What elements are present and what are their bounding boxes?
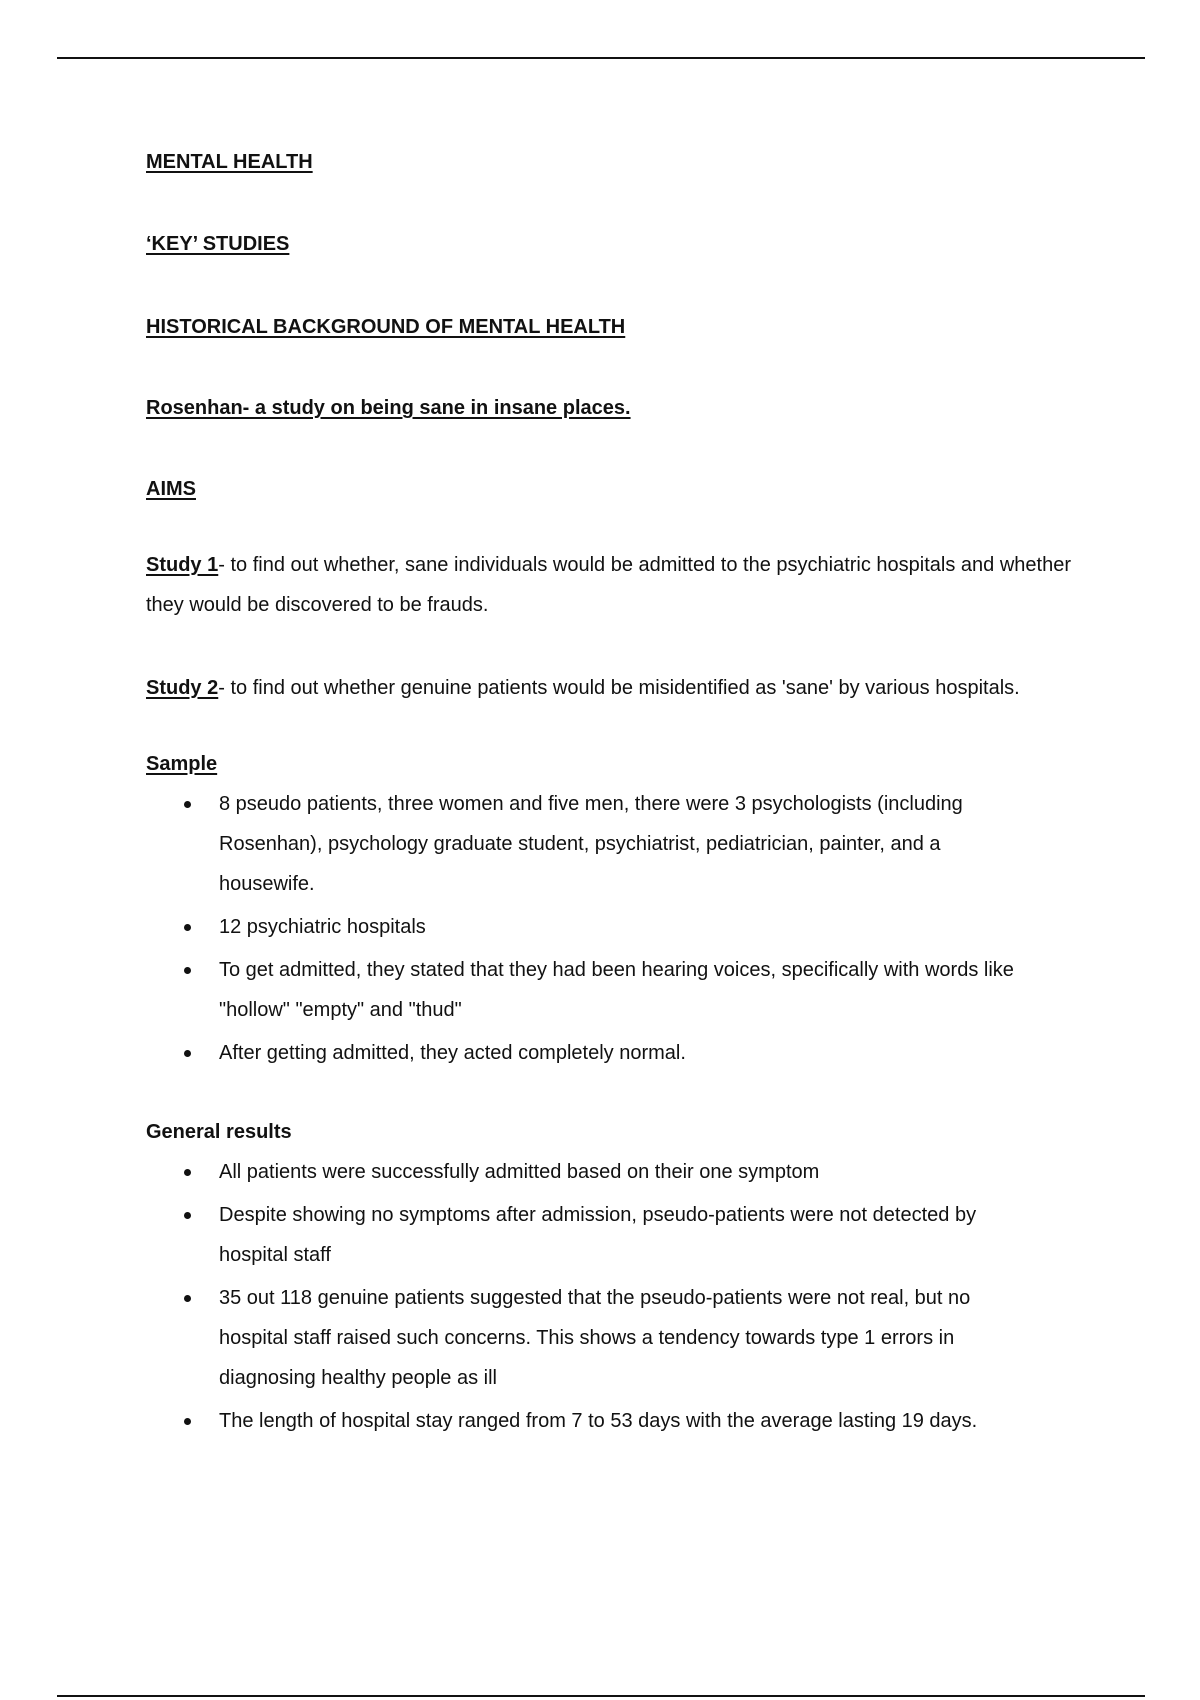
heading-sample: Sample: [146, 753, 218, 775]
heading-rosenhan-study: Rosenhan- a study on being sane in insane places.: [146, 397, 631, 419]
list-item-text: 8 pseudo patients, three women and five men, there were 3 psychologists (including Rosenhan), psychology graduate student, psychiatrist, pediatrician, painter, and a housewife.: [219, 793, 963, 895]
list-item-text: Despite showing no symptoms after admission, pseudo-patients were not detected by hospital staff: [219, 1204, 977, 1266]
list-item: [146, 907, 1096, 947]
bullet-icon: [184, 801, 191, 808]
heading-key-studies: ‘KEY’ STUDIES: [146, 233, 290, 255]
heading-general-results: General results: [146, 1121, 292, 1143]
list-item: [146, 1033, 1096, 1073]
study-1-label: Study 1: [146, 554, 219, 576]
heading-historical-background: HISTORICAL BACKGROUND OF MENTAL HEALTH: [146, 316, 626, 338]
general-results-list: [146, 1152, 1096, 1441]
list-item: [146, 950, 1096, 1030]
study-2-text: - to find out whether genuine patients would be misidentified as 'sane' by various hospitals.: [218, 677, 1020, 699]
bullet-icon: [184, 1050, 191, 1057]
list-item: [146, 1195, 1096, 1275]
bottom-rule: [57, 1695, 1145, 1697]
bullet-icon: [184, 924, 191, 931]
list-item-text: The length of hospital stay ranged from 7 to 53 days with the average lasting 19 days.: [219, 1410, 978, 1432]
list-item: [146, 1152, 1096, 1192]
study-1-text: - to find out whether, sane individuals would be admitted to the psychiatric hospitals and whether they would be discovered to be frauds.: [146, 554, 1071, 616]
list-item-text: 35 out 118 genuine patients suggested that the pseudo-patients were not real, but no hospital staff raised such concerns. This shows a tendency towards type 1 errors in diagnosing healthy people as ill: [219, 1287, 971, 1389]
bullet-icon: [184, 1418, 191, 1425]
list-item-text: To get admitted, they stated that they had been hearing voices, specifically with words like "hollow" "empty" and "thud": [219, 959, 1014, 1021]
bullet-icon: [184, 1212, 191, 1219]
list-item: [146, 1278, 1096, 1398]
study-1-paragraph: [146, 545, 1096, 625]
study-2-paragraph: [146, 668, 1096, 708]
bullet-icon: [184, 1169, 191, 1176]
list-item-text: 12 psychiatric hospitals: [219, 916, 426, 938]
list-item: [146, 784, 1096, 904]
study-2-label: Study 2: [146, 677, 219, 699]
top-rule: [57, 57, 1145, 59]
bullet-icon: [184, 967, 191, 974]
list-item: [146, 1401, 1096, 1441]
bullet-icon: [184, 1295, 191, 1302]
document-body: [146, 148, 1096, 1444]
title-mental-health: MENTAL HEALTH: [146, 151, 313, 173]
list-item-text: All patients were successfully admitted based on their one symptom: [219, 1161, 820, 1183]
list-item-text: After getting admitted, they acted completely normal.: [219, 1042, 686, 1064]
heading-aims: AIMS: [146, 478, 196, 500]
sample-list: [146, 784, 1096, 1073]
